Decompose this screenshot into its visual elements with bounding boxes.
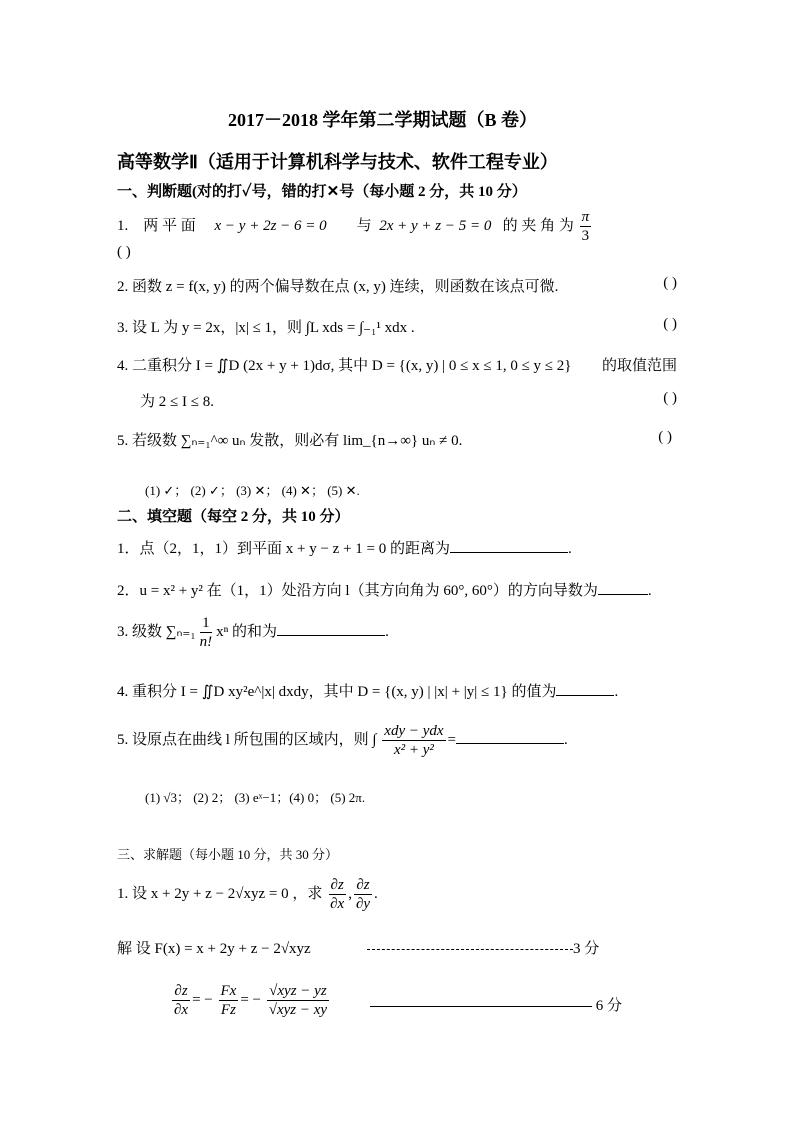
numerator: √xyz − yz bbox=[269, 983, 327, 999]
q-text: 4. 重积分 I = ∬D xy²e^|x| dxdy，其中 D = {(x, y) | |x| + |y| ≤ 1} 的值为 bbox=[117, 684, 557, 700]
score-label: 6 分 bbox=[595, 998, 623, 1014]
s1-q5 bbox=[117, 429, 672, 450]
s3-p1: 1. 设 x + 2y + z − 2√xyz = 0 ，求 $\frac{\partial z}{\partial x}$ , $\frac{\partial z}{\partial y}$ . bbox=[117, 877, 378, 912]
numerator: π bbox=[581, 209, 590, 225]
answer-paren: ( ) bbox=[658, 429, 672, 445]
q-text: 为 2 ≤ I ≤ 8. bbox=[140, 394, 214, 410]
q-text: 1. 设 x + 2y + z − 2√xyz = 0 ，求 bbox=[117, 885, 323, 902]
denominator: √xyz − xy bbox=[268, 1002, 328, 1018]
fraction bbox=[354, 876, 372, 913]
s2-q5 bbox=[117, 722, 568, 759]
numerator: ∂z bbox=[330, 877, 344, 893]
numerator: ∂z bbox=[356, 877, 370, 893]
answer-blank[interactable] bbox=[456, 729, 564, 744]
s1-q3 bbox=[117, 316, 677, 337]
numerator: ∂z bbox=[174, 983, 188, 999]
equals: = − bbox=[192, 991, 213, 1008]
score-label: 3 分 bbox=[573, 941, 600, 957]
fraction bbox=[172, 982, 190, 1019]
q-number: 1. bbox=[117, 217, 129, 234]
fraction bbox=[328, 876, 346, 913]
score-marker-1 bbox=[367, 937, 599, 958]
denominator: ∂y bbox=[355, 896, 371, 912]
q-text: 1．点（2，1，1）到平面 x + y − z + 1 = 0 的距离为 bbox=[117, 541, 450, 557]
q-text: xⁿ 的和为 bbox=[216, 623, 278, 640]
s2-answers: (1) √3； (2) 2； (3) eˣ−1；(4) 0； (5) 2π. bbox=[145, 790, 366, 805]
equals: = − bbox=[240, 991, 261, 1008]
answer-paren: ( ) bbox=[117, 244, 131, 260]
dashed-leader bbox=[367, 949, 573, 950]
q-text: 3. 级数 ∑ₙ₌₁ bbox=[117, 623, 196, 640]
answer-blank[interactable] bbox=[450, 538, 568, 553]
q-text: 5. 若级数 ∑ₙ₌₁^∞ uₙ 发散，则必有 lim_{n→∞} uₙ ≠ 0. bbox=[117, 433, 463, 449]
s1-answers: (1) ✓； (2) ✓； (3) ✕； (4) ✕； (5) ✕. bbox=[145, 483, 360, 498]
q-text: 5. 设原点在曲线 l 所包围的区域内，则 ∫ bbox=[117, 731, 377, 748]
solid-leader bbox=[370, 1006, 592, 1007]
q-text: 3. 设 L 为 y = 2x，|x| ≤ 1，则 ∫L xds = ∫₋₁¹ xdx . bbox=[117, 320, 415, 336]
answer-blank[interactable] bbox=[598, 580, 648, 595]
s1-q4 bbox=[117, 354, 677, 375]
denominator: n! bbox=[199, 634, 213, 650]
period: . bbox=[568, 541, 572, 557]
equation: x − y + 2z − 6 = 0 bbox=[214, 217, 327, 234]
period: . bbox=[647, 583, 652, 599]
denominator: Fz bbox=[220, 1002, 236, 1018]
answer-paren: ( ) bbox=[663, 390, 677, 406]
q-text: 4. 二重积分 I = ∬D (2x + y + 1)dσ, 其中 D = {(x, y) | 0 ≤ x ≤ 1, 0 ≤ y ≤ 2} bbox=[117, 358, 572, 374]
exam-title: 2017－2018 学年第二学期试题（B 卷） bbox=[228, 110, 538, 130]
q-text: 2. 函数 z = f(x, y) 的两个偏导数在点 (x, y) 连续，则函数在该点可微. bbox=[117, 279, 559, 295]
s2-q1 bbox=[117, 537, 572, 558]
s2-q4 bbox=[117, 680, 618, 701]
s3-solution-line1 bbox=[117, 937, 311, 958]
denominator: 3 bbox=[581, 228, 590, 244]
denominator: ∂x bbox=[174, 1002, 189, 1018]
s2-q2 bbox=[117, 579, 652, 600]
section3-heading: 三、求解题（每小题 10 分，共 30 分） bbox=[117, 847, 339, 862]
period: . bbox=[385, 623, 389, 640]
answer-blank[interactable] bbox=[277, 621, 385, 636]
fraction bbox=[267, 982, 329, 1019]
fraction bbox=[198, 614, 215, 651]
equals: = bbox=[447, 731, 457, 748]
numerator: xdy − ydx bbox=[384, 723, 444, 739]
q-text: 2．u = x² + y² 在（1，1）处沿方向 l（其方向角为 60°, 60°）的方向导数为 bbox=[117, 583, 598, 599]
answer-paren: ( ) bbox=[663, 316, 677, 332]
s1-q4-line2 bbox=[140, 390, 677, 411]
q-text: 与 bbox=[356, 217, 372, 234]
numerator: 1 bbox=[202, 615, 210, 631]
q-text: 两 平 面 bbox=[143, 217, 196, 234]
answer-paren: ( ) bbox=[663, 275, 677, 291]
s1-q2 bbox=[117, 275, 677, 296]
s3-solution-line2 bbox=[170, 982, 331, 1019]
score-marker-2 bbox=[370, 994, 622, 1015]
numerator: Fx bbox=[220, 983, 237, 999]
denominator: ∂x bbox=[330, 896, 345, 912]
section2-heading: 二、填空题（每空 2 分，共 10 分） bbox=[117, 509, 350, 525]
period: . bbox=[614, 684, 619, 700]
answer-blank[interactable] bbox=[556, 681, 614, 696]
equation: 2x + y + z − 5 = 0 bbox=[379, 217, 492, 234]
fraction bbox=[219, 982, 239, 1019]
section1-heading: 一、判断题(对的打✓号，错的打✕号（每小题 2 分，共 10 分） bbox=[117, 184, 527, 200]
s2-q3 bbox=[117, 614, 389, 651]
q-text-tail: 的取值范围 bbox=[601, 358, 677, 374]
q-text: 的 夹 角 为 bbox=[502, 217, 574, 234]
denominator: x² + y² bbox=[393, 742, 434, 758]
fraction bbox=[580, 208, 592, 245]
solution-text: 解 设 F(x) = x + 2y + z − 2√xyz bbox=[117, 941, 311, 957]
fraction bbox=[382, 722, 445, 759]
course-subtitle: 高等数学Ⅱ（适用于计算机科学与技术、软件工程专业） bbox=[117, 152, 558, 172]
s1-q1 bbox=[117, 208, 593, 245]
period: . bbox=[564, 731, 568, 748]
